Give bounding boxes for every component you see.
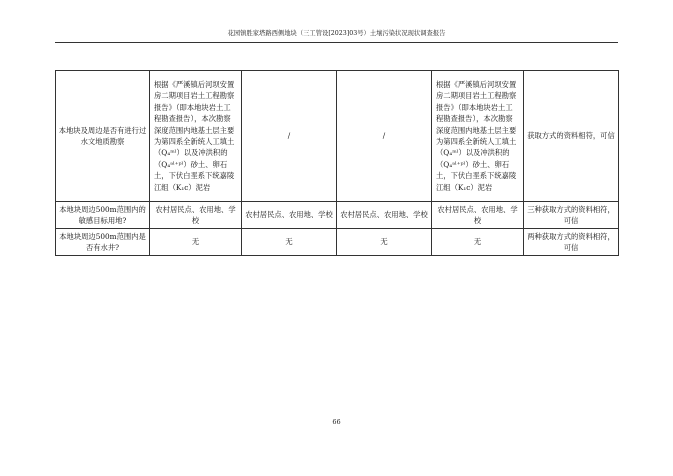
page-header: 花园镇胜家塔路西侧地块（三工管设[2023]03号）土壤污染状况现状调查报告 <box>227 30 446 37</box>
survey-table <box>55 70 619 256</box>
answer-cell: 无 <box>242 229 337 256</box>
header-rule <box>55 42 618 43</box>
question-cell: 本地块周边500m范围内的敏感目标用地? <box>56 202 150 229</box>
answer-cell: 根据《严溪镇后河坝安置房二期项目岩土工程勘察报告》（即本地块岩土工程勘查报告），本次勘察深度范围内地基土层主要为第四系全新统人工填土（Q₄ᵐˡ）以及冲洪积的（Q₄ᵃˡ⁺ᵖˡ）砂土、卵石土，下伏白垩系下统嘉陵江组（K₁c）泥岩 <box>432 71 524 202</box>
page-number: 66 <box>332 418 341 426</box>
answer-cell: / <box>242 71 337 202</box>
answer-cell: 根据《严溪镇后河坝安置房二期项目岩土工程勘察报告》（即本地块岩土工程勘查报告），本次勘察深度范围内地基土层主要为第四系全新统人工填土（Q₄ᵐˡ）以及冲洪积的（Q₄ᵃˡ⁺ᵖˡ）砂土、卵石土，下伏白垩系下统嘉陵江组（K₁c）泥岩 <box>150 71 242 202</box>
answer-cell: 农村居民点、农用地、学校 <box>337 202 432 229</box>
answer-cell: / <box>337 71 432 202</box>
question-cell: 本地块及周边是否有进行过水文地质勘察 <box>56 71 150 202</box>
answer-cell: 无 <box>432 229 524 256</box>
answer-cell: 农村居民点、农用地、学校 <box>242 202 337 229</box>
conclusion-cell: 获取方式的资料相符，可信 <box>524 71 619 202</box>
answer-cell: 无 <box>150 229 242 256</box>
answer-cell: 无 <box>337 229 432 256</box>
question-cell: 本地块周边500m范围内是否有水井? <box>56 229 150 256</box>
table-row <box>56 71 619 202</box>
answer-cell: 农村居民点、农用地、学校 <box>432 202 524 229</box>
table-row <box>56 229 619 256</box>
answer-cell: 农村居民点、农用地、学校 <box>150 202 242 229</box>
table-row <box>56 202 619 229</box>
conclusion-cell: 两种获取方式的资料相符，可信 <box>524 229 619 256</box>
conclusion-cell: 三种获取方式的资料相符，可信 <box>524 202 619 229</box>
